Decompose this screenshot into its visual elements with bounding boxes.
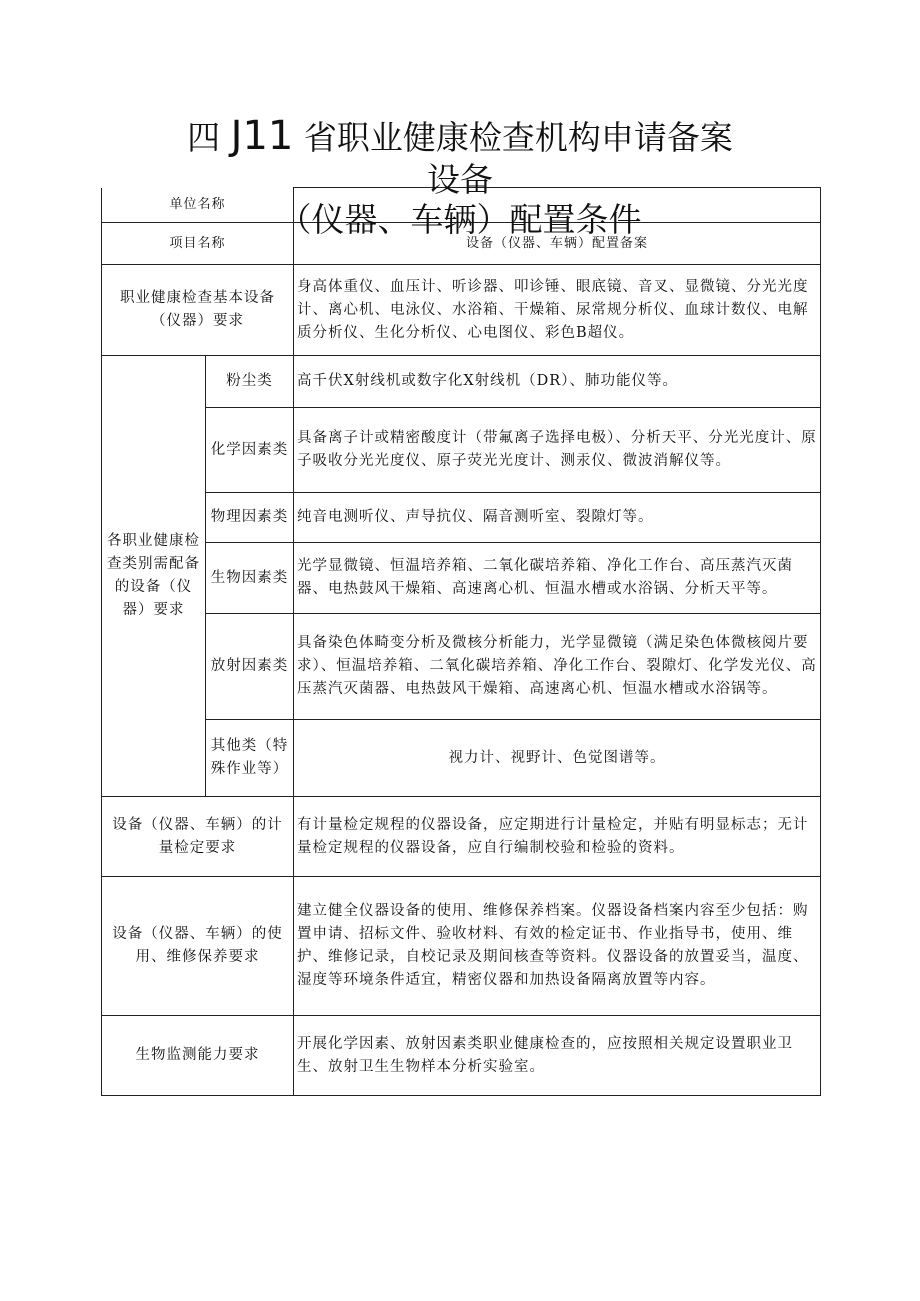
category-name: 生物因素类 [206,543,294,614]
title-code: J11 [230,113,294,159]
category-content: 视力计、视野计、色觉图谱等。 [294,720,821,797]
table-row-category [102,408,821,493]
basic-equipment-content: 身高体重仪、血压计、听诊器、叩诊锤、眼底镜、音叉、显微镜、分光光度计、离心机、电泳仪、水浴箱、干燥箱、尿常规分析仪、血球计数仪、电解质分析仪、生化分析仪、心电图仪、彩色B超仪。 [294,265,821,356]
table-row-basic [102,265,821,356]
equipment-requirements-table [101,187,821,1096]
table-row-category [102,614,821,720]
title-main: 省职业健康检查机构申请备案 [303,118,733,157]
title-prefix: 四 [187,118,221,157]
unit-name-label: 单位名称 [102,188,294,223]
category-name: 物理因素类 [206,493,294,543]
table-row-category [102,493,821,543]
table-row-category [102,356,821,408]
biomonitor-label: 生物监测能力要求 [102,1016,294,1096]
category-name: 放射因素类 [206,614,294,720]
metrology-content: 有计量检定规程的仪器设备，应定期进行计量检定，并贴有明显标志；无计量检定规程的仪器设备，应自行编制校验和检验的资料。 [294,797,821,877]
category-content: 具备离子计或精密酸度计（带氟离子选择电极）、分析天平、分光光度计、原子吸收分光光度仪、原子荧光光度计、测汞仪、微波消解仪等。 [294,408,821,493]
category-content: 纯音电测听仪、声导抗仪、隔音测听室、裂隙灯等。 [294,493,821,543]
category-content: 光学显微镜、恒温培养箱、二氧化碳培养箱、净化工作台、高压蒸汽灭菌器、电热鼓风干燥箱、高速离心机、恒温水槽或水浴锅、分析天平等。 [294,543,821,614]
document-title-line-3: （仪器、车辆）配置条件 [278,200,642,239]
table-row-maintenance [102,877,821,1016]
document-title-line-2: 设备 [427,160,493,199]
table-row-category [102,543,821,614]
document-title-line-1 [0,113,920,159]
biomonitor-content: 开展化学因素、放射因素类职业健康检查的，应按照相关规定设置职业卫生、放射卫生生物样本分析实验室。 [294,1016,821,1096]
category-content: 高千伏X射线机或数字化X射线机（DR）、肺功能仪等。 [294,356,821,408]
maintenance-content: 建立健全仪器设备的使用、维修保养档案。仪器设备档案内容至少包括：购置申请、招标文件、验收材料、有效的检定证书、作业指导书，使用、维护、维修记录，自校记录及期间核查等资料。仪器设备的放置妥当，温度、湿度等环境条件适宜，精密仪器和加热设备隔离放置等内容。 [294,877,821,1016]
metrology-label: 设备（仪器、车辆）的计量检定要求 [102,797,294,877]
category-content: 具备染色体畸变分析及微核分析能力，光学显微镜（满足染色体微核阅片要求）、恒温培养箱、二氧化碳培养箱、净化工作台、裂隙灯、化学发光仪、高压蒸汽灭菌器、电热鼓风干燥箱、高速离心机、恒温水槽或水浴锅等。 [294,614,821,720]
category-section-label: 各职业健康检查类别需配备的设备（仪器）要求 [102,356,206,797]
basic-equipment-label: 职业健康检查基本设备（仪器）要求 [102,265,294,356]
category-name: 其他类（特殊作业等） [206,720,294,797]
category-name: 化学因素类 [206,408,294,493]
maintenance-label: 设备（仪器、车辆）的使用、维修保养要求 [102,877,294,1016]
table-row-category [102,720,821,797]
category-name: 粉尘类 [206,356,294,408]
table-row-biomonitor [102,1016,821,1096]
table-row-metrology [102,797,821,877]
project-name-value: 设备（仪器、车辆）配置备案 [294,223,821,265]
project-name-label: 项目名称 [102,223,294,265]
